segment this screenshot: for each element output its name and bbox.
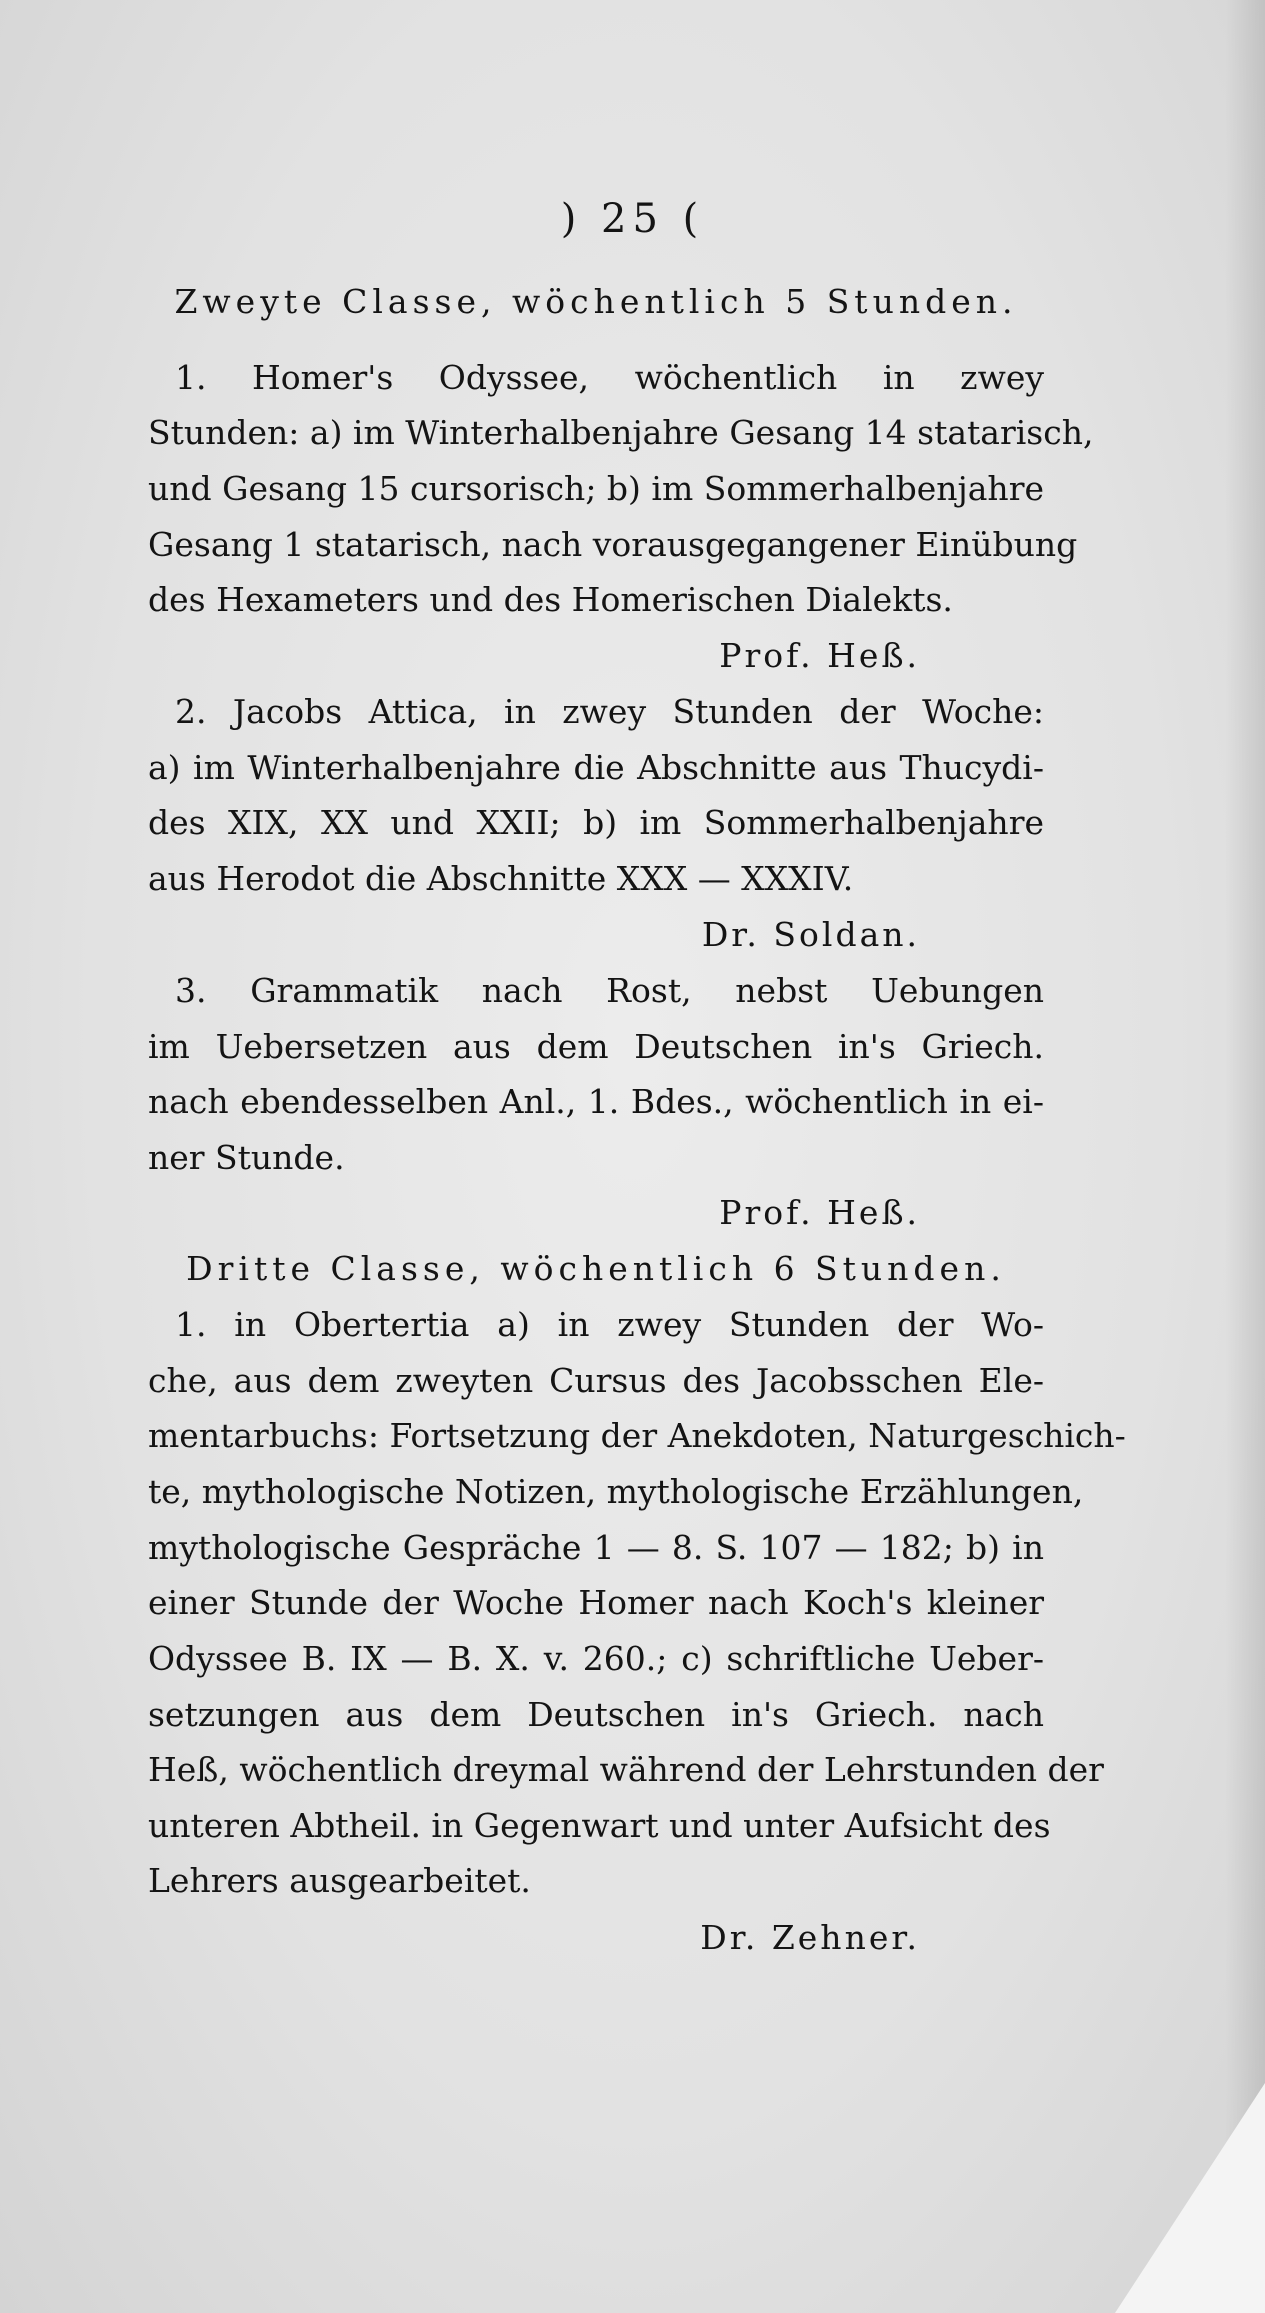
item4-line: unteren Abtheil. in Gegenwart und unter Aufsicht des <box>148 1806 1051 1845</box>
item2-line: a) im Winterhalbenjahre die Abschnitte aus Thucydi- <box>148 748 1044 787</box>
item3-line: ner Stunde. <box>148 1138 345 1177</box>
item2-line: des XIX, XX und XXII; b) im Sommerhalbenjahre <box>148 803 1044 842</box>
section-heading-third-class: Dritte Classe, wöchentlich 6 Stunden. <box>186 1249 1006 1288</box>
item4-line: mythologische Gespräche 1 — 8. S. 107 — 182; b) in <box>148 1528 1044 1567</box>
page-number: ) 25 ( <box>560 196 705 242</box>
item1-line: Gesang 1 statarisch, nach vorausgegangener Einübung <box>148 525 1078 564</box>
item3-line: nach ebendesselben Anl., 1. Bdes., wöchentlich in ei- <box>148 1082 1044 1121</box>
item2-teacher: Dr. Soldan. <box>701 915 920 954</box>
item4-teacher: Dr. Zehner. <box>700 1918 920 1957</box>
item4-line: te, mythologische Notizen, mythologische Erzählungen, <box>148 1472 1084 1511</box>
page-corner-fold <box>1115 2083 1265 2313</box>
item4-line: Heß, wöchentlich dreymal während der Lehrstunden der <box>148 1750 1104 1789</box>
item1-line: und Gesang 15 cursorisch; b) im Sommerhalbenjahre <box>148 469 1044 508</box>
item3-line: im Uebersetzen aus dem Deutschen in's Griech. <box>148 1027 1044 1066</box>
page-edge-shadow <box>1225 0 1265 2313</box>
item1-line: 1. Homer's Odyssee, wöchentlich in zwey <box>175 358 1044 397</box>
item4-line: che, aus dem zweyten Cursus des Jacobsschen Ele- <box>148 1361 1044 1400</box>
item2-line: 2. Jacobs Attica, in zwey Stunden der Woche: <box>175 692 1044 731</box>
item4-line: setzungen aus dem Deutschen in's Griech. nach <box>148 1695 1044 1734</box>
item2-line: aus Herodot die Abschnitte XXX — XXXIV. <box>148 859 854 898</box>
item4-line: 1. in Obertertia a) in zwey Stunden der Wo- <box>175 1305 1044 1344</box>
item4-line: Lehrers ausgearbeitet. <box>148 1861 531 1900</box>
section-heading-second-class: Zweyte Classe, wöchentlich 5 Stunden. <box>174 282 1018 321</box>
item1-line: des Hexameters und des Homerischen Dialekts. <box>148 580 953 619</box>
item3-line: 3. Grammatik nach Rost, nebst Uebungen <box>175 971 1044 1010</box>
item1-teacher: Prof. Heß. <box>719 636 920 675</box>
item4-line: mentarbuchs: Fortsetzung der Anekdoten, Naturgeschich- <box>148 1416 1126 1455</box>
item4-line: Odyssee B. IX — B. X. v. 260.; c) schriftliche Ueber- <box>148 1639 1044 1678</box>
item4-line: einer Stunde der Woche Homer nach Koch's kleiner <box>148 1583 1044 1622</box>
item3-teacher: Prof. Heß. <box>719 1193 920 1232</box>
item1-line: Stunden: a) im Winterhalbenjahre Gesang 14 statarisch, <box>148 413 1094 452</box>
